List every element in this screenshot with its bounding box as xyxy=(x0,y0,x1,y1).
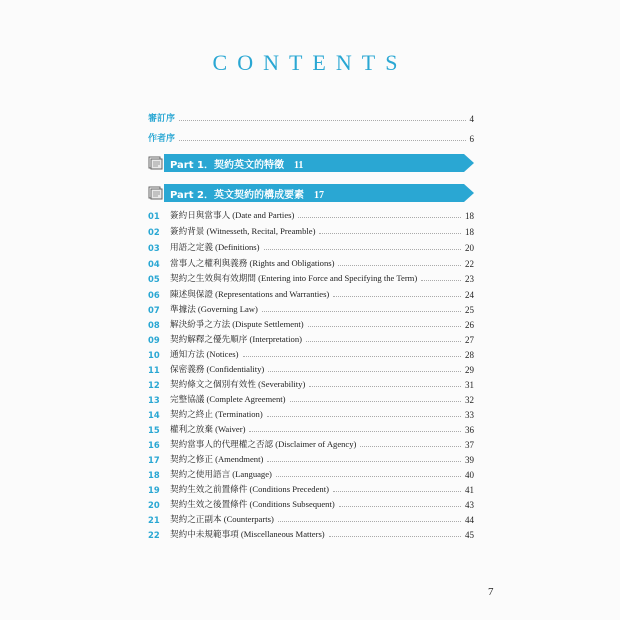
leader-dots xyxy=(319,233,461,234)
leader-dots xyxy=(179,140,465,141)
leader-dots xyxy=(333,296,461,297)
entry-number: 11 xyxy=(148,365,160,375)
toc-entry[interactable] xyxy=(148,361,474,375)
toc-entry[interactable] xyxy=(148,421,474,435)
entry-title: 陳述與保證 (Representations and Warranties) xyxy=(170,289,330,299)
book-icon xyxy=(148,185,163,200)
leader-dots xyxy=(309,386,461,387)
entry-title: 契約之修正 (Amendment) xyxy=(170,454,264,464)
entry-number: 07 xyxy=(148,305,160,315)
part-label: Part 1．契約英文的特徵 xyxy=(170,160,284,171)
entry-number: 20 xyxy=(148,500,160,510)
entry-page: 39 xyxy=(465,455,474,465)
entry-number: 18 xyxy=(148,470,160,480)
leader-dots xyxy=(278,521,461,522)
entry-title: 契約之終止 (Termination) xyxy=(170,409,263,419)
toc-entry[interactable] xyxy=(148,239,474,253)
entry-page: 26 xyxy=(465,320,474,330)
entry-page: 18 xyxy=(465,211,474,221)
leader-dots xyxy=(268,371,461,372)
entry-number: 16 xyxy=(148,440,160,450)
leader-dots xyxy=(421,280,461,281)
entry-title: 當事人之權利與義務 (Rights and Obligations) xyxy=(170,258,335,268)
leader-dots xyxy=(243,356,462,357)
leader-dots xyxy=(333,491,461,492)
entry-title: 用語之定義 (Definitions) xyxy=(170,242,260,252)
leader-dots xyxy=(298,217,461,218)
entry-page: 43 xyxy=(465,500,474,510)
leader-dots xyxy=(306,341,461,342)
toc-entry[interactable] xyxy=(148,255,474,269)
entry-page: 25 xyxy=(465,305,474,315)
part-heading-1[interactable] xyxy=(148,154,476,172)
entry-title: 通知方法 (Notices) xyxy=(170,349,239,359)
leader-dots xyxy=(338,265,461,266)
entry-page: 28 xyxy=(465,350,474,360)
toc-entry[interactable] xyxy=(148,316,474,330)
toc-entry[interactable] xyxy=(148,301,474,315)
leader-dots xyxy=(276,476,461,477)
entry-page: 31 xyxy=(465,380,474,390)
entry-number: 04 xyxy=(148,259,160,269)
part-heading-2[interactable] xyxy=(148,184,476,202)
entry-number: 03 xyxy=(148,243,160,253)
entry-page: 29 xyxy=(465,365,474,375)
preface-item[interactable] xyxy=(148,130,474,144)
entry-title: 契約生效之後置條件 (Conditions Subsequent) xyxy=(170,499,335,509)
entry-title: 簽約背景 (Witnesseth, Recital, Preamble) xyxy=(170,226,316,236)
preface-page: 4 xyxy=(469,114,474,124)
toc-entry[interactable] xyxy=(148,466,474,480)
toc-entry[interactable] xyxy=(148,406,474,420)
entry-title: 準據法 (Governing Law) xyxy=(170,304,258,314)
entry-number: 09 xyxy=(148,335,160,345)
entry-number: 13 xyxy=(148,395,160,405)
entry-number: 14 xyxy=(148,410,160,420)
entry-number: 21 xyxy=(148,515,160,525)
preface-page: 6 xyxy=(469,134,474,144)
entry-page: 41 xyxy=(465,485,474,495)
entry-title: 契約之正副本 (Counterparts) xyxy=(170,514,274,524)
book-icon xyxy=(148,155,163,170)
part-page: 11 xyxy=(293,160,304,171)
part-label: Part 2．英文契約的構成要素 xyxy=(170,190,304,201)
leader-dots xyxy=(264,249,461,250)
entry-title: 契約中未規範事項 (Miscellaneous Matters) xyxy=(170,529,325,539)
toc-entry[interactable] xyxy=(148,270,474,284)
toc-entry[interactable] xyxy=(148,346,474,360)
leader-dots xyxy=(262,311,461,312)
entry-title: 契約當事人的代理權之否認 (Disclaimer of Agency) xyxy=(170,439,357,449)
entry-page: 44 xyxy=(465,515,474,525)
leader-dots xyxy=(308,326,461,327)
preface-label: 審訂序 xyxy=(148,114,176,124)
page-title: CONTENTS xyxy=(212,50,408,75)
entry-number: 22 xyxy=(148,530,160,540)
entry-title: 契約條文之個別有效性 (Severability) xyxy=(170,379,306,389)
entry-number: 15 xyxy=(148,425,160,435)
entry-title: 完整協議 (Complete Agreement) xyxy=(170,394,286,404)
toc-entry[interactable] xyxy=(148,286,474,300)
entry-title: 權利之放棄 (Waiver) xyxy=(170,424,246,434)
preface-label: 作者序 xyxy=(148,134,176,144)
entry-number: 08 xyxy=(148,320,160,330)
entry-page: 20 xyxy=(465,243,474,253)
entry-page: 40 xyxy=(465,470,474,480)
toc-entry[interactable] xyxy=(148,511,474,525)
entry-page: 18 xyxy=(465,227,474,237)
entry-title: 簽約日與當事人 (Date and Parties) xyxy=(170,210,295,220)
leader-dots xyxy=(267,416,461,417)
entry-title: 契約解釋之優先順序 (Interpretation) xyxy=(170,334,302,344)
leader-dots xyxy=(290,401,461,402)
entry-page: 45 xyxy=(465,530,474,540)
preface-item[interactable] xyxy=(148,110,474,124)
entry-page: 22 xyxy=(465,259,474,269)
entry-page: 33 xyxy=(465,410,474,420)
leader-dots xyxy=(339,506,461,507)
entry-page: 37 xyxy=(465,440,474,450)
part-arrow xyxy=(464,184,474,202)
toc-entry[interactable] xyxy=(148,436,474,450)
toc-entry[interactable] xyxy=(148,391,474,405)
entry-title: 契約之使用語言 (Language) xyxy=(170,469,272,479)
entry-number: 17 xyxy=(148,455,160,465)
entry-number: 10 xyxy=(148,350,160,360)
entry-title: 契約生效之前置條件 (Conditions Precedent) xyxy=(170,484,329,494)
toc-entry[interactable] xyxy=(148,481,474,495)
entry-number: 05 xyxy=(148,274,160,284)
toc-entry[interactable] xyxy=(148,451,474,465)
toc-entry[interactable] xyxy=(148,331,474,345)
entry-number: 02 xyxy=(148,227,160,237)
entry-page: 24 xyxy=(465,290,474,300)
leader-dots xyxy=(249,431,461,432)
toc-entry[interactable] xyxy=(148,496,474,510)
entry-page: 27 xyxy=(465,335,474,345)
entry-number: 19 xyxy=(148,485,160,495)
toc-entry[interactable] xyxy=(148,223,474,237)
leader-dots xyxy=(360,446,461,447)
toc-entry[interactable] xyxy=(148,376,474,390)
page-number: 7 xyxy=(488,586,494,598)
leader-dots xyxy=(179,120,465,121)
entry-title: 保密義務 (Confidentiality) xyxy=(170,364,265,374)
leader-dots xyxy=(329,536,461,537)
entry-number: 01 xyxy=(148,211,160,221)
toc-entry[interactable] xyxy=(148,526,474,540)
leader-dots xyxy=(267,461,461,462)
entry-number: 06 xyxy=(148,290,160,300)
part-arrow xyxy=(464,154,474,172)
entry-title: 解決紛爭之方法 (Dispute Settlement) xyxy=(170,319,304,329)
toc-entry[interactable] xyxy=(148,207,474,221)
part-page: 17 xyxy=(313,190,324,201)
entry-page: 36 xyxy=(465,425,474,435)
entry-page: 32 xyxy=(465,395,474,405)
entry-title: 契約之生效與有效期間 (Entering into Force and Specifying the Term) xyxy=(170,273,418,283)
entry-number: 12 xyxy=(148,380,160,390)
entry-page: 23 xyxy=(465,274,474,284)
